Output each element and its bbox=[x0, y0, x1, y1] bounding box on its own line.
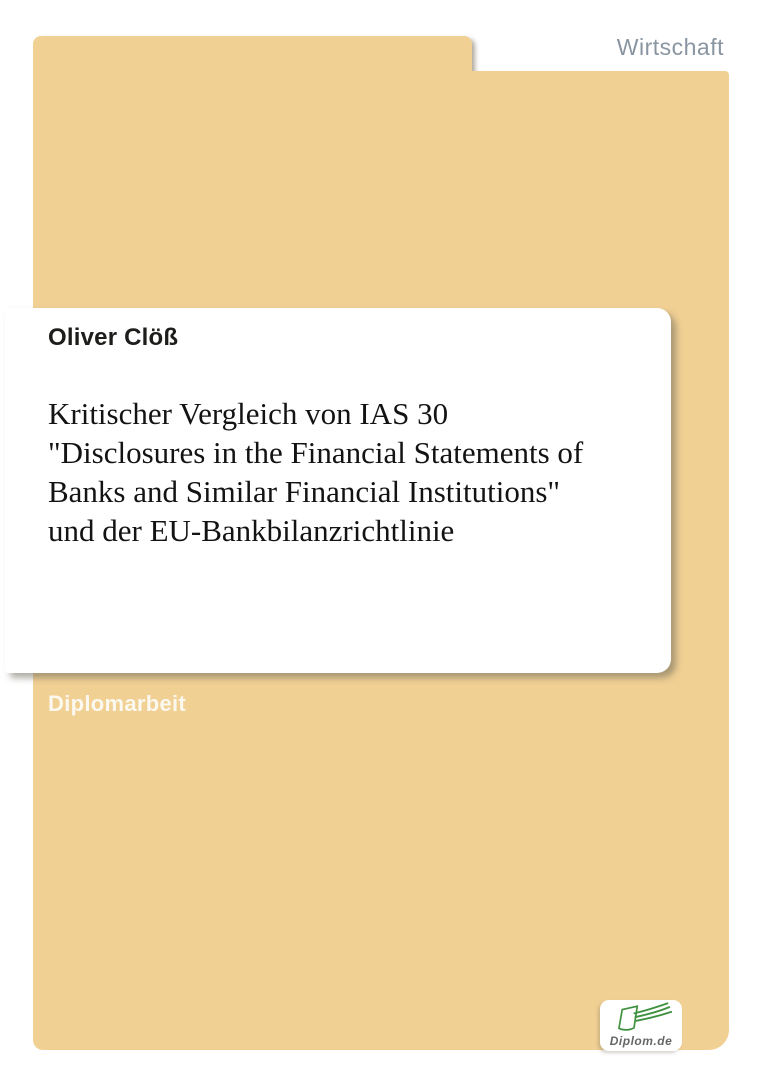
title-line-1: Kritischer Vergleich von IAS 30 bbox=[48, 396, 449, 431]
title-line-4: und der EU-Bankbilanzrichtlinie bbox=[48, 513, 455, 548]
book-title bbox=[48, 394, 583, 550]
publisher-logo-badge bbox=[600, 1000, 682, 1051]
publisher-name: Diplom.de bbox=[609, 1034, 673, 1048]
diplom-pages-swoosh-icon bbox=[611, 1002, 673, 1034]
document-type-label: Diplomarbeit bbox=[48, 691, 187, 716]
title-card bbox=[5, 308, 671, 673]
title-line-2: "Disclosures in the Financial Statements of bbox=[48, 435, 584, 470]
category-label: Wirtschaft bbox=[616, 34, 724, 60]
author-name: Oliver Clöß bbox=[48, 324, 179, 351]
title-line-3: Banks and Similar Financial Institutions" bbox=[48, 474, 561, 509]
